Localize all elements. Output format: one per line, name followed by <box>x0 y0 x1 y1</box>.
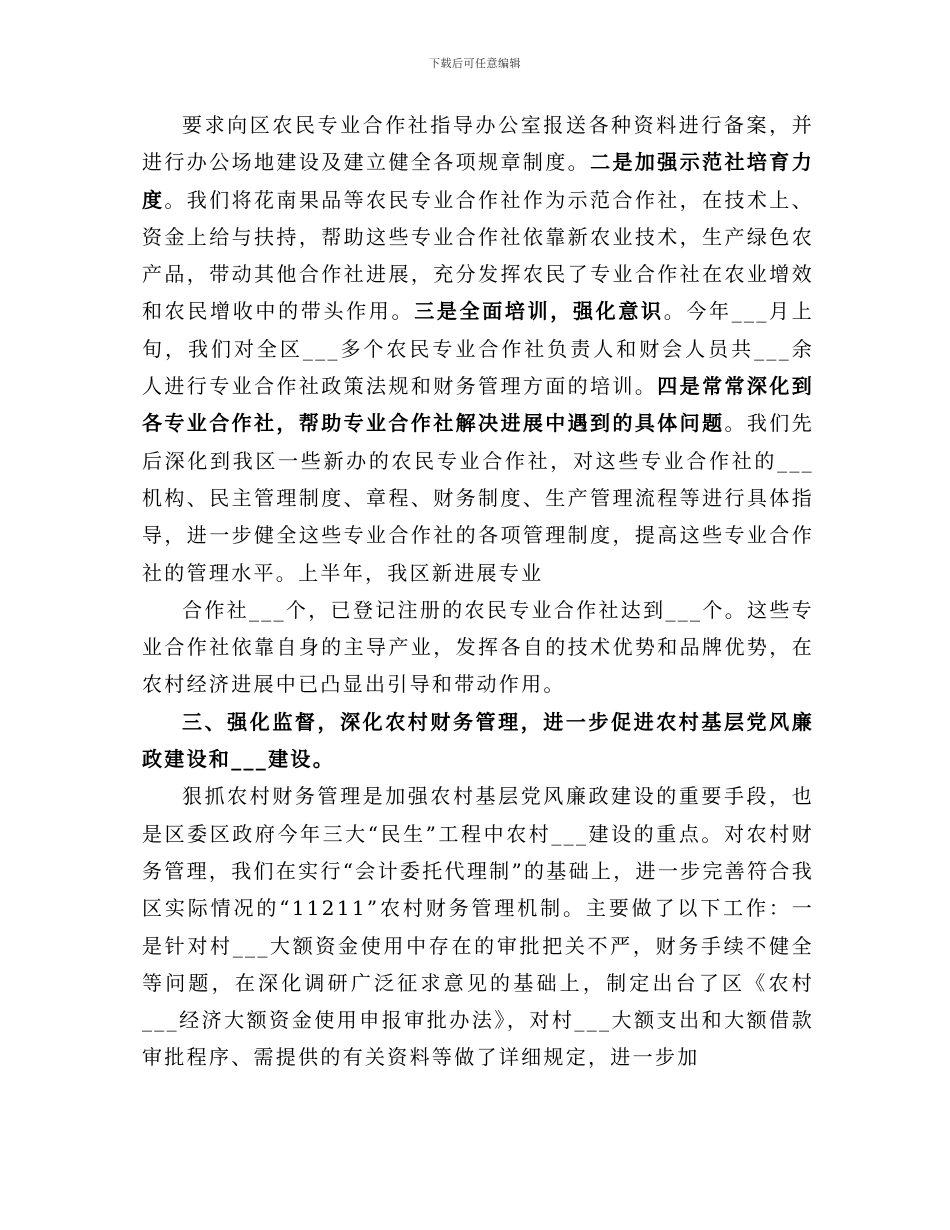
paragraph-text: 。我们先后深化到我区一些新办的农民专业合作社，对这些专业合作社的___机构、民主管理制度、章程、财务制度、生产管理流程等进行具体指导，进一步健全这些专业合作社的各项管理制度，提高这些专业合作社的管理水平。上半年，我区新进展专业 <box>142 411 814 585</box>
document-body <box>142 107 814 1077</box>
page-header: 下载后可任意编辑 <box>429 57 521 70</box>
paragraph-cooperative-results: 合作社___个，已登记注册的农民专业合作社达到___个。这些专业合作社依靠自身的主导产业，发挥各自的技术优势和品牌优势，在农村经济进展中已凸显出引导和带动作用。 <box>142 597 814 697</box>
paragraph-text: 。今年___月上旬，我们对全区___多个农民专业合作社负责人和财会人员共___余人进行专业合作社政策法规和财务管理方面的培训。 <box>142 299 814 399</box>
paragraph-text: 要求向区农民专业合作社指导办公室报送各种资料进行备案，并进行办公场地建设及建立健全各项规章制度。 <box>142 113 814 175</box>
paragraph-text: 。我们将花南果品等农民专业合作社作为示范合作社，在技术上、资金上给与扶持，帮助这些专业合作社依靠新农业技术，生产绿色农产品，带动其他合作社进展，充分发挥农民了专业合作社在农业增效和农民增收中的带头作用。 <box>142 187 814 324</box>
bold-point-four: 四是常常深化到各专业合作社，帮助专业合作社解决进展中遇到的具体问题 <box>142 374 814 436</box>
section-heading-3: 三、强化监督，深化农村财务管理，进一步促进农村基层党风廉政建设和___建设。 <box>142 709 814 772</box>
bold-point-two: 二是加强示范社培育力度 <box>142 150 815 212</box>
paragraph-cooperative-guidance <box>142 107 814 592</box>
paragraph-financial-management: 狠抓农村财务管理是加强农村基层党风廉政建设的重要手段，也是区委区政府今年三大“民生”工程中农村___建设的重点。对农村财务管理，我们在实行“会计委托代理制”的基础上，进一步完善符合我区实际情况的“11211”农村财务管理机制。主要做了以下工作：一是针对村___大额资金使用中存在的审批把关不严，财务手续不健全等问题，在深化调研广泛征求意见的基础上，制定出台了区《农村___经济大额资金使用申报审批办法》，对村___大额支出和大额借款审批程序、需提供的有关资料等做了详细规定，进一步加 <box>142 784 814 1070</box>
bold-point-three: 三是全面培训，强化意识 <box>414 299 664 324</box>
